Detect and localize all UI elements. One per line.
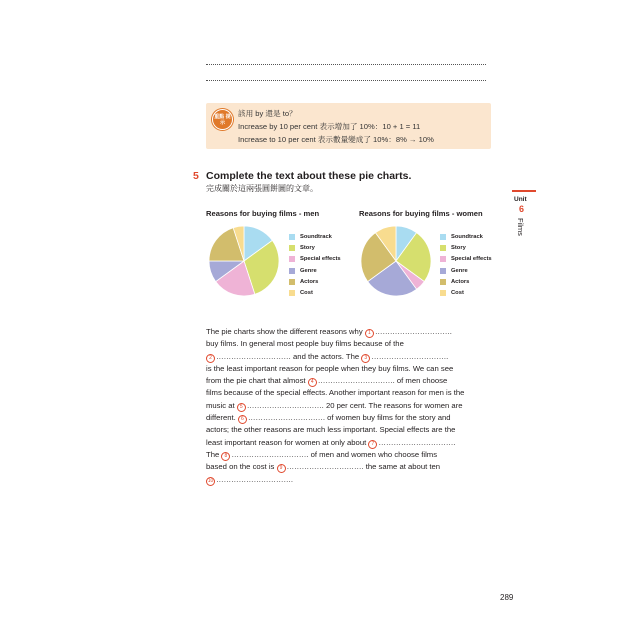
- text-segment: least important reason for women at only about: [206, 437, 367, 447]
- legend-swatch: [440, 256, 446, 262]
- answer-blank-9[interactable]: …………………………: [286, 462, 362, 472]
- pie-chart-women: [359, 224, 433, 298]
- text-segment: films because of the special effects. Another important reason for men is the: [206, 388, 465, 398]
- legend-label: Soundtrack: [451, 233, 483, 240]
- tip-increase-by: Increase by 10 per cent 表示增加了 10%：10 + 1 = 11: [238, 122, 421, 131]
- answer-dotted-line: [206, 80, 486, 81]
- legend-swatch: [440, 234, 446, 240]
- answer-blank-5[interactable]: …………………………: [246, 400, 322, 410]
- legend-label: Actors: [300, 278, 319, 285]
- answer-blank-1[interactable]: …………………………: [374, 327, 450, 336]
- blank-number-2: 2: [206, 354, 215, 363]
- text-segment: The pie charts show the different reasons why: [206, 327, 363, 336]
- blank-number-7: 7: [368, 440, 377, 449]
- unit-number: 6: [519, 204, 525, 214]
- tip-badge-icon: 重點 提示: [212, 109, 233, 130]
- answer-blank-10[interactable]: …………………………: [216, 474, 291, 484]
- text-line: from the pie chart that almost 4 …………………………. of men choose: [206, 376, 448, 386]
- legend-swatch: [289, 290, 295, 296]
- text-line: based on the cost is 9 …………………………. the same at about ten: [206, 462, 441, 472]
- legend-label: Soundtrack: [300, 233, 332, 240]
- legend-label: Cost: [300, 290, 313, 297]
- text-segment: different.: [206, 413, 236, 423]
- legend-swatch: [289, 245, 295, 251]
- text-segment: the same at about ten: [365, 462, 441, 472]
- legend-label: Story: [451, 244, 466, 251]
- pie-legend-women: [440, 231, 492, 299]
- unit-divider: [512, 190, 536, 192]
- pie-chart-men: [207, 224, 281, 298]
- text-line: music at 5 …………………………. 20 per cent. The reasons for women are: [206, 400, 463, 410]
- legend-swatch: [440, 290, 446, 296]
- legend-label: Special effects: [300, 256, 341, 263]
- legend-swatch: [289, 268, 295, 274]
- blank-number-1: 1: [365, 329, 374, 338]
- text-line: [206, 338, 496, 350]
- text-segment: from the pie chart that almost: [206, 376, 306, 386]
- text-segment: is the least important reason for people when they buy films. We can see: [206, 363, 454, 373]
- legend-item: [289, 265, 341, 276]
- page-number: 289: [500, 593, 514, 602]
- legend-swatch: [289, 279, 295, 285]
- blank-number-9: 9: [277, 464, 286, 473]
- legend-item: [440, 265, 492, 276]
- legend-item: [440, 231, 492, 242]
- blank-number-6: 6: [238, 415, 247, 424]
- text-line: [206, 387, 496, 399]
- text-line: [206, 424, 496, 436]
- text-segment: based on the cost is: [206, 462, 275, 472]
- text-line: The 8 …………………………. of men and women who choose films: [206, 449, 438, 459]
- legend-item: [440, 254, 492, 265]
- text-segment: The: [206, 449, 220, 459]
- legend-label: Genre: [451, 267, 468, 274]
- legend-item: [440, 276, 492, 287]
- answer-blank-2[interactable]: …………………………: [216, 351, 291, 361]
- text-segment: of women buy films for the story and: [327, 413, 451, 423]
- pie-legend-men: [289, 231, 341, 299]
- legend-item: [289, 254, 341, 265]
- legend-label: Special effects: [451, 256, 492, 263]
- exercise-title: Complete the text about these pie charts.: [206, 170, 412, 182]
- unit-name: Films: [516, 218, 525, 236]
- answer-blank-3[interactable]: …………………………: [371, 351, 447, 361]
- text-line: different. 6 …………………………. of women buy films for the story and: [206, 413, 451, 423]
- blank-number-10: 10: [207, 477, 214, 484]
- text-line: least important reason for women at only about 7 ………………………….: [206, 437, 456, 447]
- legend-swatch: [440, 268, 446, 274]
- legend-label: Story: [300, 244, 315, 251]
- blank-number-5: 5: [237, 403, 246, 412]
- text-segment: 20 per cent. The reasons for women are: [325, 400, 463, 410]
- legend-item: [440, 287, 492, 298]
- grammar-tip-box: [206, 103, 491, 149]
- pie-chart-title-women: Reasons for buying films - women: [359, 209, 483, 218]
- answer-dotted-line: [206, 64, 486, 65]
- legend-swatch: [289, 234, 295, 240]
- answer-blank-8[interactable]: …………………………: [231, 449, 307, 459]
- cloze-paragraph: [206, 326, 496, 486]
- legend-label: Genre: [300, 267, 317, 274]
- blank-number-4: 4: [308, 378, 317, 387]
- unit-label: Unit: [514, 196, 527, 203]
- text-line: 10 ………………………….: [207, 474, 294, 484]
- answer-blank-4[interactable]: …………………………: [317, 376, 393, 386]
- text-segment: buy films. In general most people buy films because of the: [206, 339, 404, 349]
- legend-item: [289, 242, 341, 253]
- text-line: The pie charts show the different reasons why 1 ………………………….: [206, 327, 452, 336]
- text-line: 2 ………………………… and the actors. The 3 ………………………….: [206, 351, 496, 363]
- legend-item: [289, 231, 341, 242]
- legend-item: [289, 276, 341, 287]
- text-segment: of men choose: [396, 376, 448, 386]
- legend-label: Actors: [451, 278, 470, 285]
- blank-number-8: 8: [221, 452, 230, 461]
- legend-swatch: [289, 256, 295, 262]
- text-segment: and the actors. The: [293, 351, 360, 361]
- blank-number-3: 3: [361, 354, 370, 363]
- text-segment: actors; the other reasons are much less important. Special effects are the: [206, 425, 456, 435]
- pie-chart-title-men: Reasons for buying films - men: [206, 209, 320, 218]
- text-line: [206, 363, 496, 375]
- exercise-subtitle: 完成關於這兩張圓餅圖的文章。: [206, 184, 318, 193]
- legend-swatch: [440, 279, 446, 285]
- tip-question: 該用 by 還是 to？: [238, 109, 297, 118]
- text-segment: of men and women who choose films: [310, 449, 438, 459]
- legend-item: [289, 287, 341, 298]
- answer-blank-7[interactable]: …………………………: [378, 437, 454, 447]
- legend-item: [440, 242, 492, 253]
- legend-swatch: [440, 245, 446, 251]
- answer-blank-6[interactable]: …………………………: [247, 413, 323, 423]
- exercise-number: 5: [193, 170, 199, 182]
- text-segment: music at: [206, 400, 235, 410]
- legend-label: Cost: [451, 290, 464, 297]
- tip-increase-to: Increase to 10 per cent 表示數量變成了 10%：8% → 10%: [238, 135, 434, 144]
